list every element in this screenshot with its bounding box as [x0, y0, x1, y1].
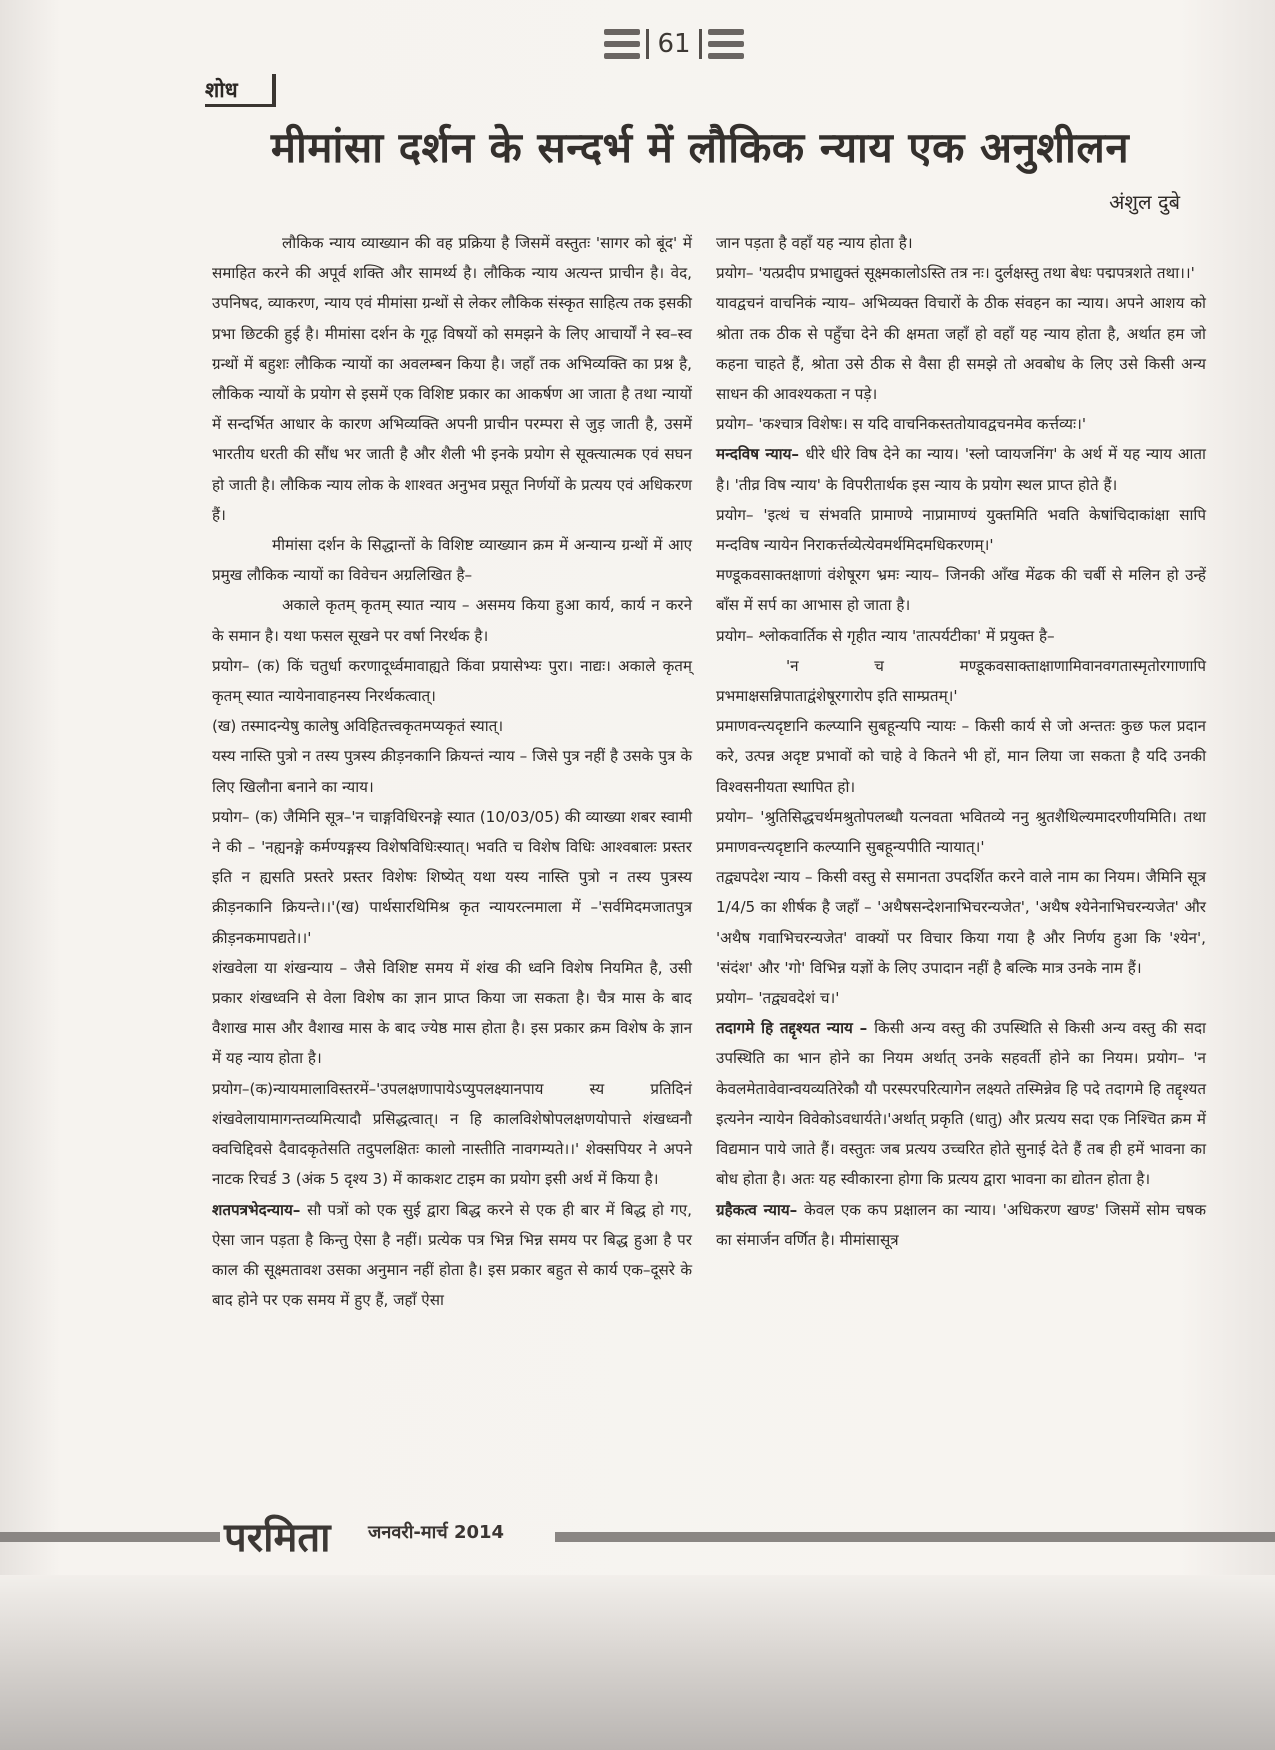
- footer-rule-left: [0, 1532, 220, 1542]
- paragraph-text: (ख) तस्मादन्येषु कालेषु अविहितत्त्वकृतमप्यकृतं स्यात्।: [212, 717, 504, 736]
- author-name: अंशुल दुबे: [1109, 190, 1180, 214]
- section-bar: [272, 74, 276, 107]
- paragraph-text: प्रयोग– 'कश्चात्र विशेषः। स यदि वाचनिकस्ततोयावद्वचनमेव कर्त्तव्यः।': [716, 415, 1087, 434]
- paragraph-text: यावद्वचनं वाचनिकं न्याय– अभिव्यक्त विचारों के ठीक संवहन का न्याय। अपने आशय को श्रोता तक ठीक से पहुँचा देने की क्षमता जहाँ हो वहाँ यह न्याय होता है, अर्थात हम जो कहना चाहते हैं, श्रोता उसे ठीक से वैसा ही समझे तो अवबोध के लिए उसे किसी अन्य साधन की आवश्यकता न पड़े।: [716, 294, 1206, 404]
- paragraph-text: सौ पत्रों को एक सुई द्वारा बिद्ध करने से एक ही बार में बिद्ध हो गए, ऐसा जान पड़ता है किन्तु ऐसा है नहीं। प्रत्येक पत्र भिन्न भिन्न समय पर बिद्ध हुआ है पर काल की सूक्ष्मतावश उसका अनुमान नहीं होता है। इस प्रकार बहुत से कार्य एक–दूसरे के बाद होने पर एक समय में हुए हैं, जहाँ ऐसा: [212, 1200, 692, 1310]
- paragraph: [716, 228, 1206, 258]
- paragraph-text: प्रयोग– (क) जैमिनि सूत्र–'न चाङ्गविधिरनङ्गे स्यात (10/03/05) की व्याख्या शबर स्वामी ने की – 'नह्यनङ्गे कर्मण्यङ्गस्य विशेषविधिःस्यात्। भवति च विशेष विधिः आश्वबालः प्रस्तर इति न ह्यसति प्रस्तरे प्रस्तर विशेषः शिष्येत् यथा यस्य नास्ति पुत्रो न तस्य पुत्रस्य क्रीड़नकानि क्रियन्ते।।'(ख) पार्थसारथिमिश्र कृत न्यायरत्नमाला में –'सर्वमिदमजातपुत्र क्रीड़नकमापद्यते।।': [212, 807, 692, 947]
- paragraph: [212, 802, 692, 953]
- paragraph: [716, 258, 1206, 288]
- paragraph-heading: तदागमे हि तद्दृश्यत न्याय –: [716, 1019, 875, 1038]
- paragraph-heading: मन्दविष न्याय–: [716, 445, 806, 464]
- paragraph: [212, 1074, 692, 1195]
- paragraph-text: प्रयोग– 'तद्व्यवदेशं च।': [716, 989, 840, 1008]
- left-column: [212, 228, 692, 1315]
- paragraph: [716, 621, 1206, 651]
- paragraph-text: केवल एक कप प्रक्षालन का न्याय। 'अधिकरण खण्ड' जिसमें सोम चषक का संमार्जन वर्णित है। मीमांसासूत्र: [716, 1200, 1206, 1249]
- page-number-block: [604, 18, 744, 70]
- paragraph-heading: शतपत्रभेदन्याय–: [212, 1200, 308, 1219]
- paragraph-text: यस्य नास्ति पुत्रो न तस्य पुत्रस्य क्रीड़नकानि क्रियन्तं न्याय – जिसे पुत्र नहीं है उसके पुत्र के लिए खिलौना बनाने का न्याय।: [212, 747, 692, 796]
- paragraph: [212, 228, 692, 530]
- magazine-name: परमिता: [224, 1515, 331, 1561]
- paragraph-text: प्रयोग– 'यत्प्रदीप प्रभाद्युक्तं सूक्ष्मकालोऽस्ति तत्र नः। दुर्लक्षस्तु तथा बेधः पद्मपत्रशते तथा।।': [716, 264, 1195, 283]
- paragraph: [716, 651, 1206, 711]
- paragraph-text: प्रयोग– श्लोकवार्तिक से गृहीत न्याय 'तात्पर्यटीका' में प्रयुक्त है–: [716, 626, 1055, 645]
- paragraph: [716, 288, 1206, 409]
- page-number: 61: [646, 29, 701, 59]
- paragraph-text: प्रयोग–(क)न्यायमालाविस्तरमें–'उपलक्षणापायेऽप्युपलक्ष्यानपाय स्य प्रतिदिनं शंखवेलायामागन्तव्यमित्यादौ प्रसिद्धत्वात्। न हि कालविशेषोपलक्षणयोपात्ते शंखध्वनौ क्वचिद्दिवसे दैवादकृतेसति तदुपलक्षितः कालो नास्तीति नावगम्यते।।' शेक्सपियर ने अपने नाटक रिचर्ड 3 (अंक 5 दृश्य 3) में काकशट टाइम का प्रयोग इसी अर्थ में किया है।: [212, 1079, 692, 1189]
- paragraph: [716, 409, 1206, 439]
- paragraph: [716, 500, 1206, 560]
- paragraph-text: अकाले कृतम् कृतम् स्यात न्याय – असमय किया हुआ कार्य, कार्य न करने के समान है। यथा फसल सूखने पर वर्षा निरर्थक है।: [212, 596, 692, 645]
- scan-shadow: [0, 1575, 1275, 1750]
- paragraph-text: जान पड़ता है वहाँ यह न्याय होता है।: [716, 234, 913, 252]
- paragraph-text: लौकिक न्याय व्याख्यान की वह प्रक्रिया है जिसमें वस्तुतः 'सागर को बूंद' में समाहित करने की अपूर्व शक्ति और सामर्थ्य है। लौकिक न्याय अत्यन्त प्राचीन है। वेद, उपनिषद, व्याकरण, न्याय एवं मीमांसा ग्रन्थों से लेकर लौकिक संस्कृत साहित्य तक इसकी प्रभा छिटकी हुई है। मीमांसा दर्शन के गूढ़ विषयों को समझने के लिए आचार्यों ने स्व–स्व ग्रन्थों में बहुशः लौकिक न्यायों का अवलम्बन किया है। जहाँ तक अभिव्यक्ति का प्रश्न है, लौकिक न्यायों के प्रयोग से इसमें एक विशिष्ट प्रकार का आकर्षण आ जाता है तथा न्यायों में सन्दर्भित आधार के कारण अभिव्यक्ति अपनी प्राचीन परम्परा से जुड़ जाती है, उसमें भारतीय धरती की सौंध भर जाती है और शैली भी इनके प्रयोग से सूक्त्यात्मक एवं सघन हो जाती है। लौकिक न्याय लोक के शाश्वत अनुभव प्रसूत निर्णयों के प्रत्यय एवं अधिकरण हैं।: [212, 234, 692, 524]
- paragraph: [716, 802, 1206, 862]
- paragraph-text: शंखवेला या शंखन्याय – जैसे विशिष्ट समय में शंख की ध्वनि विशेष नियमित है, उसी प्रकार शंखध्वनि से वेला विशेष का ज्ञान प्राप्त किया जा सकता है। चैत्र मास के बाद वैशाख मास और वैशाख मास के बाद ज्येष्ठ मास होता है। इस प्रकार क्रम विशेष के ज्ञान में यह न्याय होता है।: [212, 958, 692, 1068]
- paragraph: [212, 1195, 692, 1316]
- paragraph: [716, 1013, 1206, 1194]
- paragraph-text: मीमांसा दर्शन के सिद्धान्तों के विशिष्ट व्याख्यान क्रम में अन्यान्य ग्रन्थों में आए प्रमुख लौकिक न्यायों का विवेचन अग्रलिखित है–: [212, 536, 692, 585]
- paragraph: [212, 741, 692, 801]
- paragraph: [212, 590, 692, 650]
- paragraph: [212, 530, 692, 590]
- right-column: [716, 228, 1206, 1255]
- issue-date: जनवरी-मार्च 2014: [368, 1522, 505, 1543]
- footer-rule-right: [555, 1532, 1275, 1542]
- section-underline: [205, 104, 275, 107]
- paragraph: [716, 1195, 1206, 1255]
- paragraph: [716, 862, 1206, 983]
- paragraph-text: प्रयोग– 'इत्थं च संभवति प्रामाण्ये नाप्रामाण्यं युक्तमिति भवति केषांचिदाकांक्षा सापि मन्दविष न्यायेन निराकर्त्तव्येत्येवमर्थमिदमधिकरणम्।': [716, 505, 1206, 555]
- page-number-ornament-left: [604, 29, 640, 59]
- paragraph-text: मण्डूकवसाक्तक्षाणां वंशेषूरग भ्रमः न्याय– जिनकी आँख मेंढक की चर्बी से मलिन हो उन्हें बाँस में सर्प का आभास हो जाता है।: [716, 566, 1206, 615]
- paragraph: [716, 560, 1206, 620]
- paragraph-text: तद्व्यपदेश न्याय – किसी वस्तु से समानता उपदर्शित करने वाले नाम का नियम। जैमिनि सूत्र 1/4/5 का शीर्षक है जहाँ – 'अथैषसन्देशनाभिचरन्यजेत', 'अथैष श्येनेनाभिचरन्यजेत' और 'अथैष गवाभिचरन्यजेत' वाक्यों पर विचार किया गया है और निर्णय हुआ कि 'श्येन', 'संदंश' और 'गो' विभिन्न यज्ञों के लिए उपादान नहीं है बल्कि मात्र उनके नाम हैं।: [716, 868, 1206, 977]
- paragraph-text: 'न च मण्डूकवसाक्ताक्षाणामिवानवगतास्मृतोरगाणापि प्रभमाक्षसन्निपाताद्वंशेषूरगारोप इति साम्प्रतम्।': [716, 656, 1206, 706]
- paragraph: [212, 651, 692, 711]
- paragraph: [212, 711, 692, 741]
- article-title: मीमांसा दर्शन के सन्दर्भ में लौकिक न्याय एक अनुशीलन: [270, 123, 1130, 172]
- paragraph-text: प्रयोग– 'श्रुतिसिद्धचर्थमश्रुतोपलब्धौ यत्नवता भवितव्ये ननु श्रुतशैथिल्यमादरणीयमिति। तथा प्रमाणवन्त्यदृष्टानि कल्प्यानि सुबहून्यपीति न्यायात्।': [716, 807, 1206, 857]
- paragraph: [716, 439, 1206, 499]
- paragraph-text: प्रमाणवन्त्यदृष्टानि कल्प्यानि सुबहून्यपि न्यायः – किसी कार्य से जो अन्ततः कुछ फल प्रदान करे, उत्पन्न अदृष्ट प्रभावों को चाहे वे कितने भी हों, मान लिया जा सकता है यदि उनकी विश्वसनीयता स्थापित हो।: [716, 717, 1206, 796]
- section-label: शोध: [205, 78, 238, 102]
- paragraph: [716, 983, 1206, 1013]
- page-number-ornament-right: [708, 29, 744, 59]
- paragraph-text: किसी अन्य वस्तु की उपस्थिति से किसी अन्य वस्तु की सदा उपस्थिति का भान होने का नियम अर्थात् उनके सहवर्ती होने का नियम। प्रयोग– 'न केवलमेतावेवान्वयव्यतिरेकौ यौ परस्परपरित्यागेन लक्ष्यते तस्मिन्नेव हि पदे तदागमे हि तद्दृश्यत इत्यनेन न्यायेन विवेकोऽवधार्यते।'अर्थात् प्रकृति (धातु) और प्रत्यय सदा एक निश्चित क्रम में विद्यमान पाये जाते हैं। वस्तुतः जब प्रत्यय उच्चरित होते सुनाई देते हैं तब ही हमें भावना का बोध होता है। अतः यह स्वीकारना होगा कि प्रत्यय द्वारा भावना का द्योतन होता है।: [716, 1019, 1206, 1189]
- paragraph-text: धीरे धीरे विष देने का न्याय। 'स्लो प्वायजनिंग' के अर्थ में यह न्याय आता है। 'तीव्र विष न्याय' के विपरीतार्थक इस न्याय के प्रयोग स्थल प्राप्त होते हैं।: [716, 445, 1206, 494]
- paragraph-heading: ग्रहैकत्व न्याय–: [716, 1200, 805, 1219]
- paragraph: [212, 953, 692, 1074]
- paragraph: [716, 711, 1206, 802]
- paragraph-text: प्रयोग– (क) किं चतुर्धा करणादूर्ध्वमावाह्यते किंवा प्रयासेभ्यः पुरा। नाद्यः। अकाले कृतम् कृतम् स्यात न्यायेनावाहनस्य निरर्थकत्वात्।: [212, 656, 692, 706]
